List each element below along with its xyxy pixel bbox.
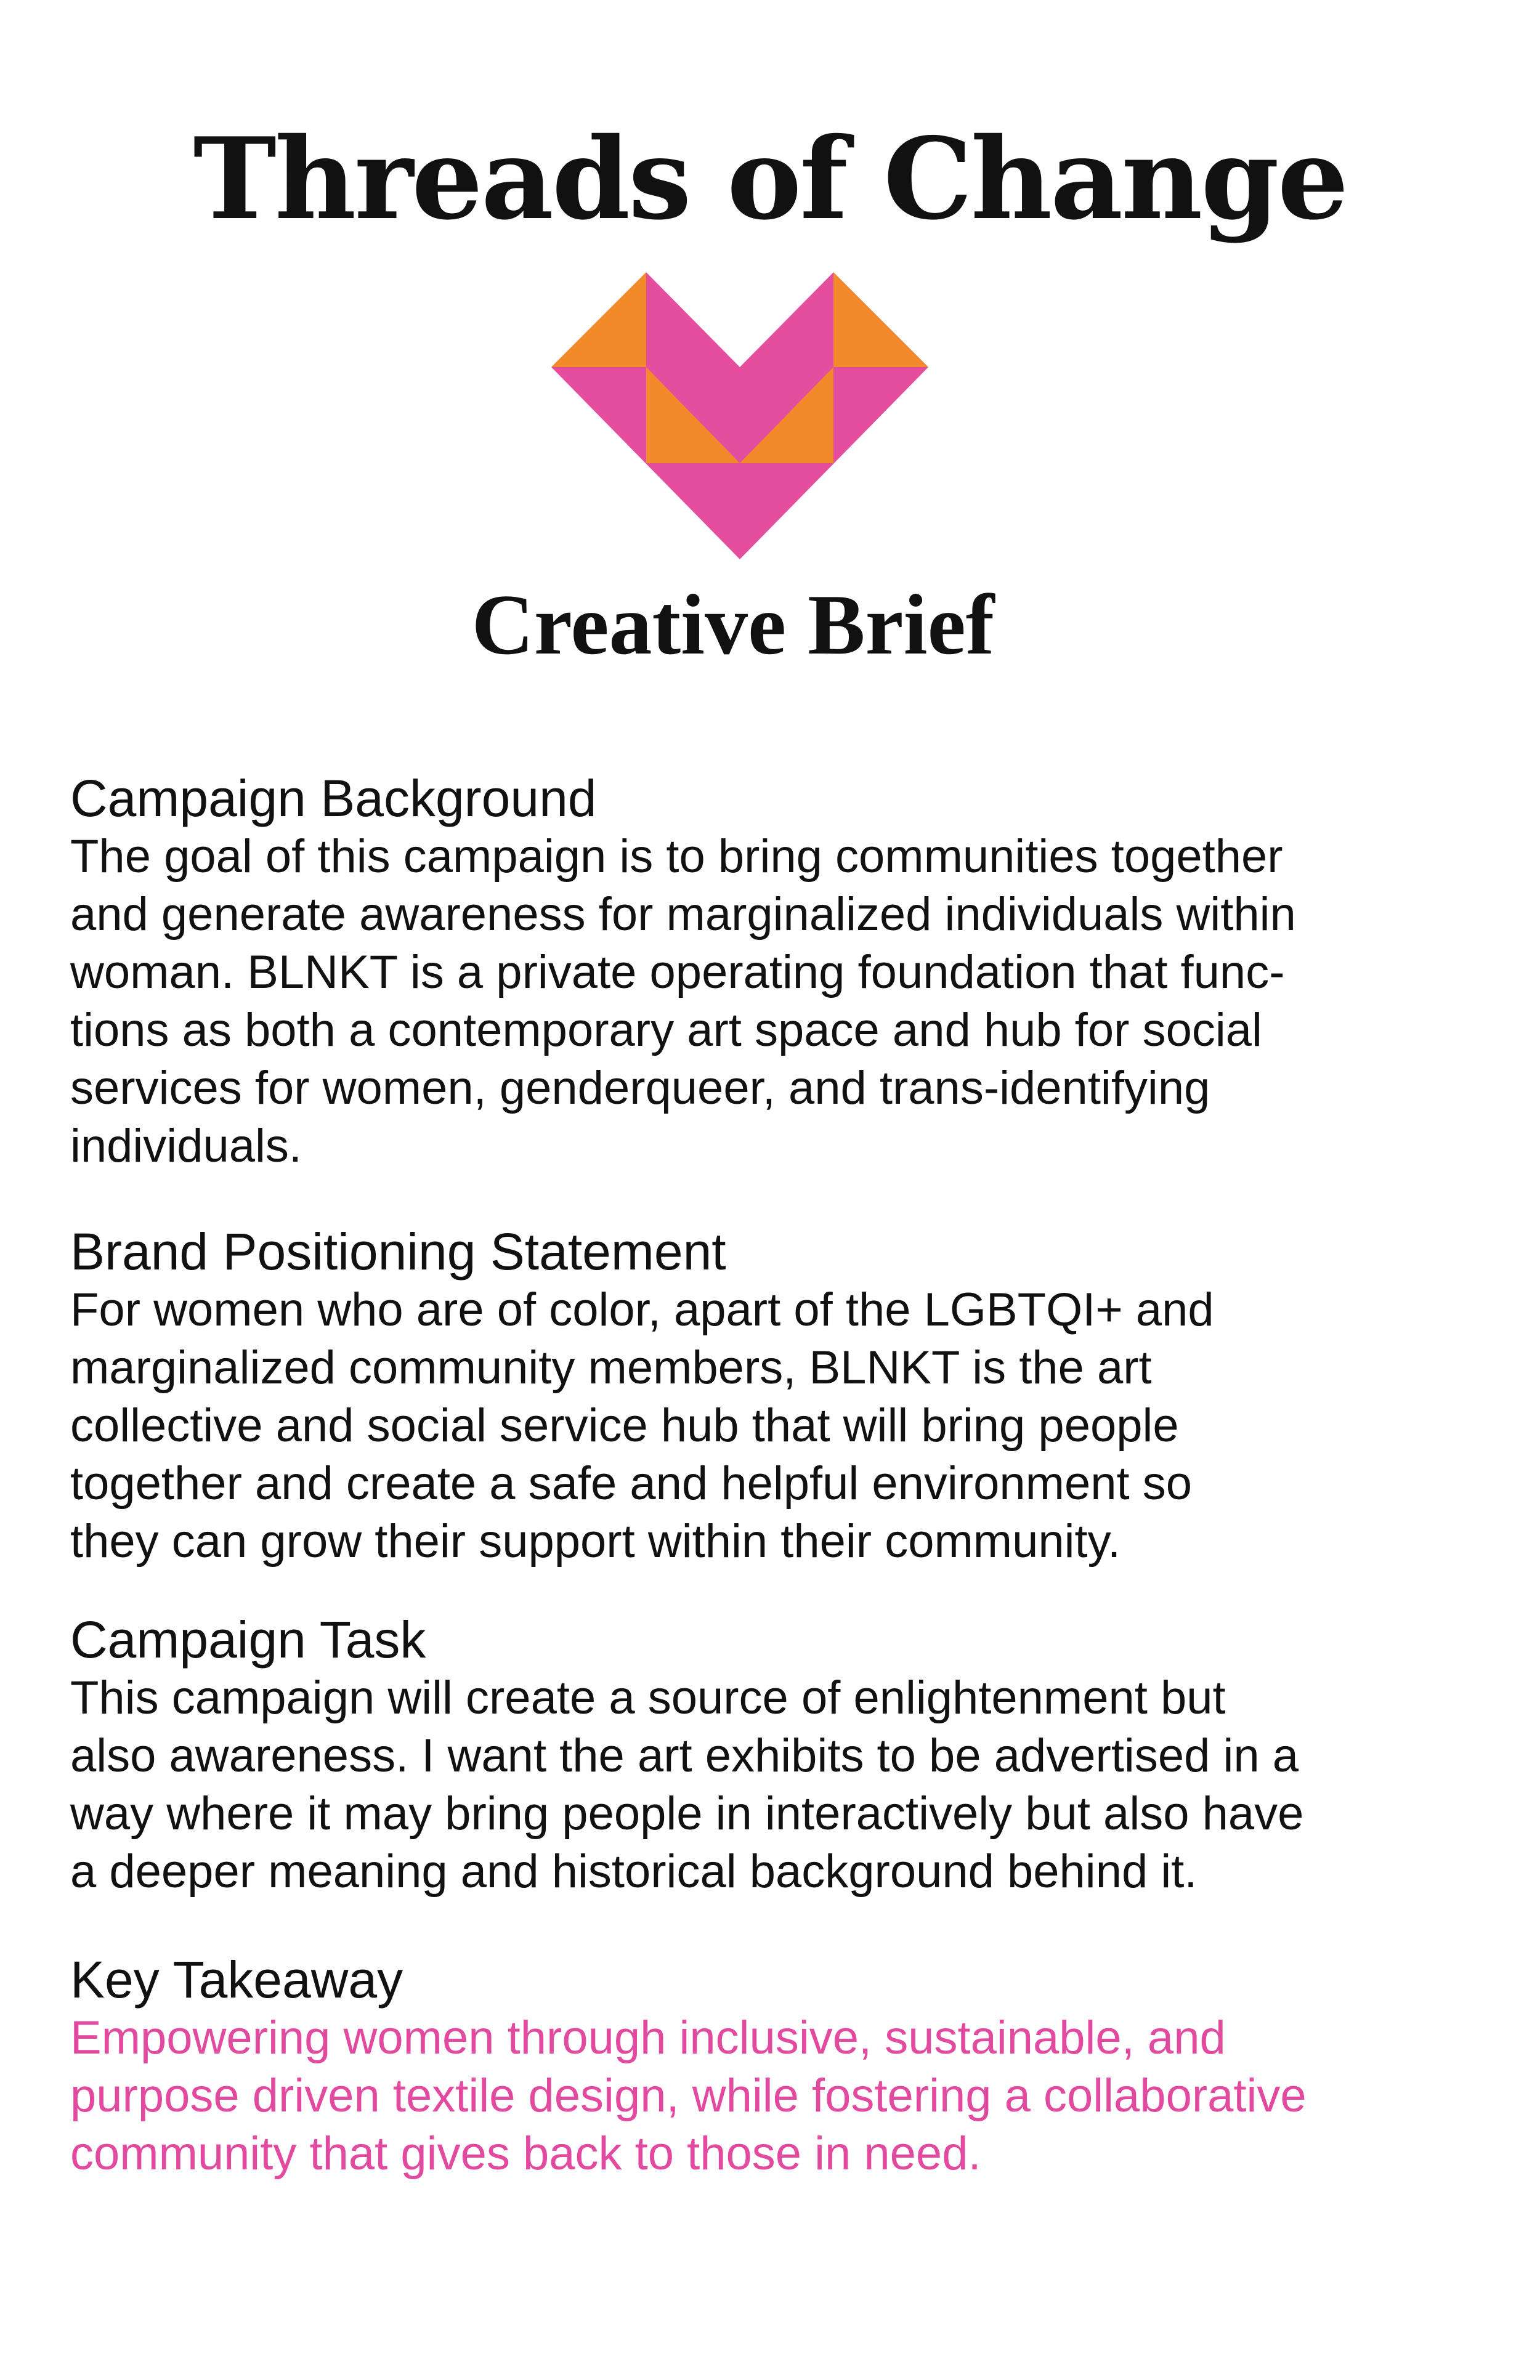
body-line: woman. BLNKT is a private operating foundation that func- (70, 946, 1285, 998)
body-line: For women who are of color, apart of the LGBTQI+ and (70, 1284, 1214, 1336)
section-heading: Campaign Task (70, 1611, 426, 1669)
section-brand-positioning (70, 1222, 1487, 1571)
body-line: a deeper meaning and historical background behind it. (70, 1845, 1198, 1898)
section-heading: Campaign Background (70, 769, 597, 827)
logo-orange-left-top (551, 272, 646, 367)
body-line: collective and social service hub that will bring people (70, 1399, 1179, 1452)
body-line: also awareness. I want the art exhibits to be advertised in a (70, 1730, 1299, 1782)
section-key-takeaway (70, 1950, 1487, 2183)
page-subtitle: Creative Brief (471, 577, 995, 673)
heart-quilt-icon (551, 272, 928, 559)
section-heading: Brand Positioning Statement (70, 1223, 726, 1281)
body-line: together and create a safe and helpful environment so (70, 1457, 1192, 1510)
body-line: The goal of this campaign is to bring communities together (70, 830, 1283, 883)
section-campaign-task (70, 1610, 1487, 1901)
section-heading: Key Takeaway (70, 1951, 403, 2009)
takeaway-line: community that gives back to those in need. (70, 2127, 981, 2180)
body-line: and generate awareness for marginalized individuals within (70, 888, 1296, 941)
logo-orange-right-top (833, 272, 928, 367)
section-campaign-background (70, 769, 1487, 1175)
body-line: This campaign will create a source of enlightenment but (70, 1672, 1226, 1724)
body-line: individuals. (70, 1120, 302, 1172)
body-line: marginalized community members, BLNKT is the art (70, 1342, 1152, 1394)
takeaway-line: Empowering women through inclusive, sustainable, and (70, 2012, 1226, 2064)
takeaway-line: purpose driven textile design, while fostering a collaborative (70, 2070, 1307, 2122)
body-line: they can grow their support within their community. (70, 1515, 1121, 1568)
body-line: way where it may bring people in interactively but also have (70, 1787, 1304, 1840)
page-title: Threads of Change (193, 113, 1347, 245)
body-line: tions as both a contemporary art space and hub for social (70, 1004, 1262, 1056)
body-line: services for women, genderqueer, and trans-identifying (70, 1062, 1210, 1114)
